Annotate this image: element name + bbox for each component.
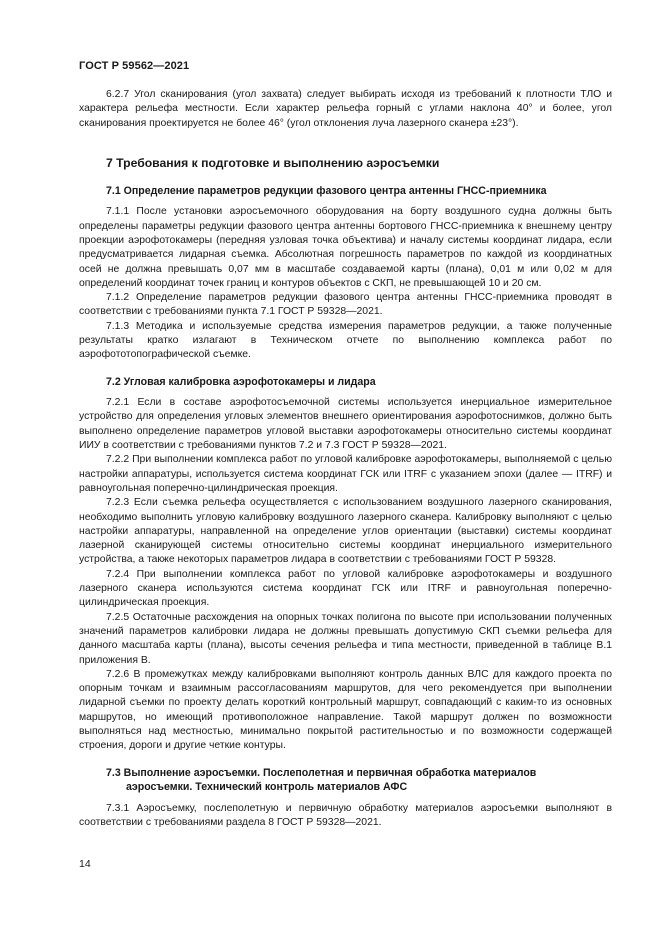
standard-designation: ГОСТ Р 59562—2021 [79, 60, 190, 72]
paragraph-7-2-5: 7.2.5 Остаточные расхождения на опорных точках полигона по высоте при использовании полученных значений параметров калибровки лидара не должны превышать допустимую СКП съемки рельефа для данного масштаба карты (плана), высоты сечения рельефа и типа местности, приведенной в таблице В.1 приложения В. [79, 611, 612, 666]
subsection-7-2-heading: 7.2 Угловая калибровка аэрофотокамеры и лидара [106, 375, 376, 388]
paragraph-7-1-2: 7.1.2 Определение параметров редукции фазового центра антенны ГНСС-приемника проводят в соответствии с требованиями пункта 7.1 ГОСТ Р 59328—2021. [79, 292, 612, 318]
section-7-heading: 7 Требования к подготовке и выполнению аэросъемки [106, 155, 440, 170]
paragraph-7-1-1: 7.1.1 После установки аэросъемочного оборудования на борту воздушного судна должны быть определены параметры редукции фазового центра антенны бортового ГНСС-приемника к внешнему центру проекции аэрофотокамеры (передняя узловая точка объектива) и началу системы координат лидара, если предусматривается лидарная съемка. Абсолютная погрешность параметров по каждой из координатных осей не должна превышать 0,07 мм в масштабе создаваемой карты (плана), 0,01 м или 0,02 м для определений координат точек границ и контуров объектов с СКП, не превышающей 10 и 20 см. [79, 206, 612, 289]
subsection-7-3-heading-line1: 7.3 Выполнение аэросъемки. Послеполетная и первичная обработка материалов [106, 766, 537, 779]
paragraph-6-2-7: 6.2.7 Угол сканирования (угол захвата) следует выбирать исходя из требований к плотности ТЛО и характера рельефа местности. Если характер рельефа горный с углами наклона 40° и более, угол сканирования проектируется не более 46° (угол отклонения луча лазерного сканера ±23°). [79, 89, 612, 129]
paragraph-7-2-2: 7.2.2 При выполнении комплекса работ по угловой калибровке аэрофотокамеры, выполняемой с целью настройки аппаратуры, используется система координат ГСК или ITRF с указанием эпохи (далее — ITRF) и равноугольная поперечно-цилиндрическая проекция. [79, 454, 612, 494]
subsection-7-3-heading-line2: аэросъемки. Технический контроль материалов АФС [126, 781, 408, 794]
paragraph-7-2-4: 7.2.4 При выполнении комплекса работ по угловой калибровке аэрофотокамеры и воздушного лазерного сканера используются система координат ГСК или ITRF и равноугольная поперечно-цилиндрическая проекция. [79, 568, 612, 609]
subsection-7-3-heading [79, 766, 612, 795]
paragraph-7-3-1: 7.3.1 Аэросъемку, послеполетную и первичную обработку материалов аэросъемки выполняют в соответствии с требованиями раздела 8 ГОСТ Р 59328—2021. [79, 802, 612, 828]
subsection-7-1-heading: 7.1 Определение параметров редукции фазового центра антенны ГНСС-приемника [106, 184, 547, 197]
paragraph-7-2-6: 7.2.6 В промежутках между калибровками выполняют контроль данных ВЛС для каждого проекта по опорным точкам и взаимным рассогласованиям маршрутов, для чего рекомендуется при выполнении лидарной съемки по проекту делать короткий контрольный маршрут, совпадающий с каким-то из основных маршрутов, но имеющий противоположное направление. Такой маршрут должен по возможности выполняться над местностью, минимально покрытой растительностью и по возможности содержащей строения, дороги и другие четкие контуры. [79, 668, 612, 752]
paragraph-7-2-3: 7.2.3 Если съемка рельефа осуществляется с использованием воздушного лазерного сканирования, необходимо выполнить угловую калибровку воздушного лазерного сканера. Калибровку выполняют с целью настройки аппаратуры, направленной на определение углов ориентации (выставки) системы координат лазерной сканирующей системы относительно системы координат инерциального измерительного устройства, а также некоторых параметров лидара в соответствии с требованиями ГОСТ Р 59328. [79, 497, 612, 566]
paragraph-7-2-1: 7.2.1 Если в составе аэрофотосъемочной системы используется инерциальное измерительное устройство для определения угловых элементов внешнего ориентирования аэрофотоснимков, должно быть выполнено определение параметров угловой выставки аэрофотокамеры относительно системы координат ИИУ в соответствии с требованиями пунктов 7.2 и 7.3 ГОСТ Р 59328—2021. [79, 397, 612, 452]
paragraph-7-1-3: 7.1.3 Методика и используемые средства измерения параметров редукции, а также полученные результаты кратко излагают в Техническом отчете по выполнению комплекса работ по аэрофототопографической съемке. [79, 320, 612, 361]
document-body [79, 88, 612, 830]
page-number: 14 [79, 858, 91, 870]
